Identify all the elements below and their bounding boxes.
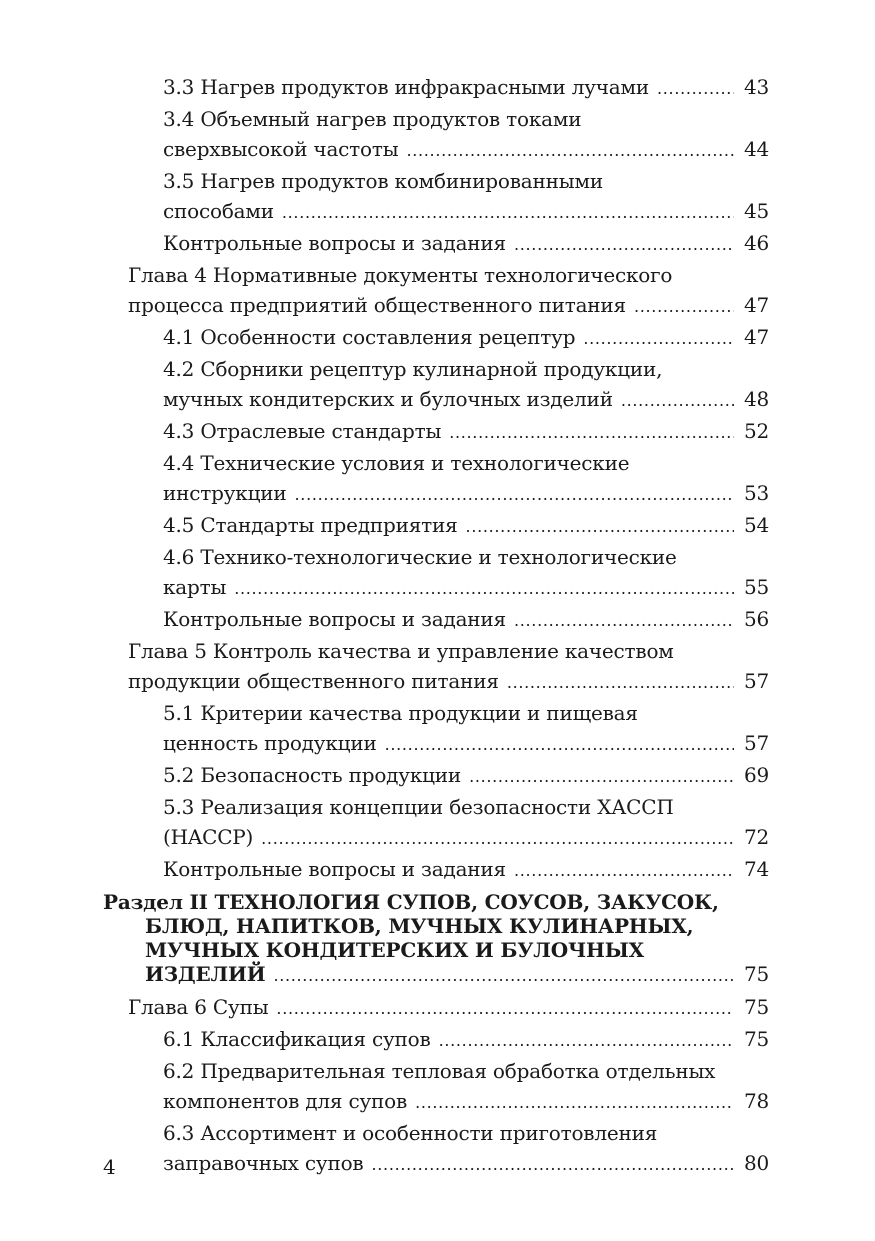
toc-entry-line: [163, 196, 769, 228]
toc-entry-line: [163, 822, 769, 854]
toc-entry-line: [128, 992, 769, 1024]
toc-entry-line: [163, 166, 769, 196]
toc-page-number: 57: [743, 669, 769, 693]
toc-entry-title: сверхвысокой частоты: [163, 137, 399, 161]
toc-entry-title: 3.5 Нагрев продуктов комбинированными: [163, 169, 603, 193]
dot-leader: [234, 572, 734, 604]
toc-page-number: 54: [743, 513, 769, 537]
toc-page-number: 56: [743, 607, 769, 631]
toc-entry-line: [163, 728, 769, 760]
toc-entry: [103, 890, 769, 988]
toc-page-number: 72: [743, 825, 769, 849]
toc-entry-line: [163, 760, 769, 792]
toc-entry: [163, 698, 769, 760]
toc-entry-line: [163, 698, 769, 728]
dot-leader: [282, 196, 734, 228]
toc-entry: [163, 72, 769, 104]
toc-entry: [163, 354, 769, 416]
toc-entry-title: компонентов для супов: [163, 1089, 408, 1113]
toc-page-number: 55: [743, 575, 769, 599]
toc-entry-line: [163, 854, 769, 886]
toc-entry: [163, 416, 769, 448]
toc-page-number: 75: [743, 1027, 769, 1051]
toc-entry-line: [128, 636, 769, 666]
toc-page-number: 74: [743, 857, 769, 881]
toc-entry-title: 3.4 Объемный нагрев продуктов токами: [163, 107, 582, 131]
toc-entry-line: [163, 1056, 769, 1086]
toc-entry-title: 4.6 Технико-технологические и технологические: [163, 545, 677, 569]
toc-entry-title: ИЗДЕЛИЙ: [145, 962, 266, 986]
toc-entry-title: 6.1 Классификация супов: [163, 1027, 431, 1051]
toc-entry: [163, 1024, 769, 1056]
dot-leader: [439, 1024, 734, 1056]
toc-page-number: 75: [743, 995, 769, 1019]
toc-page-number: 46: [743, 231, 769, 255]
toc-entry-title: 4.4 Технические условия и технологические: [163, 451, 630, 475]
toc-entry-line: [128, 260, 769, 290]
toc-page-number: 80: [743, 1151, 769, 1175]
toc-entry: [128, 260, 769, 322]
toc-entry-title: БЛЮД, НАПИТКОВ, МУЧНЫХ КУЛИНАРНЫХ,: [145, 914, 694, 938]
dot-leader: [514, 854, 734, 886]
table-of-contents: [0, 72, 875, 1180]
dot-leader: [657, 72, 734, 104]
toc-entry-title: Глава 4 Нормативные документы технологического: [128, 263, 673, 287]
toc-entry: [163, 604, 769, 636]
toc-page-number: 43: [743, 75, 769, 99]
dot-leader: [449, 416, 734, 448]
toc-entry-title: ценность продукции: [163, 731, 377, 755]
page-number: 4: [103, 1155, 116, 1179]
toc-entry-title: 5.3 Реализация концепции безопасности ХАССП: [163, 795, 674, 819]
toc-entry-title: Раздел II ТЕХНОЛОГИЯ СУПОВ, СОУСОВ, ЗАКУСОК,: [103, 890, 719, 914]
toc-entry-line: [163, 510, 769, 542]
dot-leader: [507, 666, 734, 698]
toc-entry-title: мучных кондитерских и булочных изделий: [163, 387, 613, 411]
toc-entry-line: [163, 104, 769, 134]
toc-entry: [128, 636, 769, 698]
toc-entry-line: [163, 322, 769, 354]
toc-entry-title: Контрольные вопросы и задания: [163, 231, 506, 255]
dot-leader: [634, 290, 734, 322]
toc-entry-line: [163, 448, 769, 478]
toc-entry-line: [163, 354, 769, 384]
toc-page-number: 47: [743, 293, 769, 317]
toc-entry: [163, 510, 769, 542]
dot-leader: [415, 1086, 734, 1118]
dot-leader: [406, 134, 733, 166]
toc-entry-line: [163, 1086, 769, 1118]
toc-entry-line: [163, 384, 769, 416]
toc-entry-title: 3.3 Нагрев продуктов инфракрасными лучами: [163, 75, 650, 99]
toc-page-number: 75: [743, 962, 769, 986]
toc-entry-title: процесса предприятий общественного питания: [128, 293, 626, 317]
toc-entry: [163, 1056, 769, 1118]
toc-entry-title: продукции общественного питания: [128, 669, 499, 693]
toc-entry-title: 4.3 Отраслевые стандарты: [163, 419, 442, 443]
toc-entry: [163, 322, 769, 354]
toc-entry-line: [128, 666, 769, 698]
toc-entry-title: 4.1 Особенности составления рецептур: [163, 325, 576, 349]
toc-entry-title: способами: [163, 199, 274, 223]
toc-entry-line: [163, 478, 769, 510]
toc-entry-title: 4.2 Сборники рецептур кулинарной продукции,: [163, 357, 663, 381]
toc-entry: [163, 1118, 769, 1180]
dot-leader: [276, 992, 734, 1024]
toc-entry-line: [163, 572, 769, 604]
toc-entry-line: [163, 792, 769, 822]
toc-entry-line: [128, 290, 769, 322]
dot-leader: [621, 384, 734, 416]
toc-entry-line: [163, 416, 769, 448]
dot-leader: [273, 962, 734, 988]
dot-leader: [385, 728, 734, 760]
dot-leader: [514, 228, 734, 260]
toc-entry: [163, 228, 769, 260]
toc-entry: [163, 854, 769, 886]
toc-entry-line: [103, 938, 769, 962]
toc-entry-title: МУЧНЫХ КОНДИТЕРСКИХ И БУЛОЧНЫХ: [145, 938, 644, 962]
dot-leader: [583, 322, 734, 354]
toc-entry-title: карты: [163, 575, 227, 599]
dot-leader: [466, 510, 734, 542]
dot-leader: [295, 478, 734, 510]
toc-entry-title: 6.2 Предварительная тепловая обработка отдельных: [163, 1059, 716, 1083]
toc-entry: [163, 448, 769, 510]
toc-entry-line: [163, 1118, 769, 1148]
toc-entry-line: [103, 914, 769, 938]
toc-entry: [163, 760, 769, 792]
toc-entry-title: Глава 5 Контроль качества и управление качеством: [128, 639, 674, 663]
toc-entry: [163, 104, 769, 166]
toc-entry-line: [103, 890, 769, 914]
toc-entry: [163, 166, 769, 228]
toc-entry-title: заправочных супов: [163, 1151, 364, 1175]
toc-entry-line: [163, 542, 769, 572]
toc-entry-title: 5.2 Безопасность продукции: [163, 763, 462, 787]
toc-entry-line: [163, 72, 769, 104]
toc-page-number: 48: [743, 387, 769, 411]
toc-entry-line: [163, 1024, 769, 1056]
toc-entry-title: 5.1 Критерии качества продукции и пищевая: [163, 701, 638, 725]
toc-entry: [128, 992, 769, 1024]
toc-entry-title: 4.5 Стандарты предприятия: [163, 513, 458, 537]
toc-entry-line: [163, 1148, 769, 1180]
toc-page-number: 69: [743, 763, 769, 787]
toc-entry-line: [103, 962, 769, 988]
toc-entry-title: Глава 6 Супы: [128, 995, 269, 1019]
toc-entry-line: [163, 134, 769, 166]
dot-leader: [372, 1148, 734, 1180]
dot-leader: [514, 604, 734, 636]
toc-entry: [163, 542, 769, 604]
toc-page-number: 53: [743, 481, 769, 505]
toc-page-number: 45: [743, 199, 769, 223]
toc-page-number: 52: [743, 419, 769, 443]
toc-entry-title: 6.3 Ассортимент и особенности приготовления: [163, 1121, 658, 1145]
toc-page-number: 47: [743, 325, 769, 349]
toc-entry-title: Контрольные вопросы и задания: [163, 607, 506, 631]
dot-leader: [261, 822, 734, 854]
toc-entry-line: [163, 604, 769, 636]
toc-entry-title: инструкции: [163, 481, 287, 505]
dot-leader: [469, 760, 734, 792]
toc-entry-title: Контрольные вопросы и задания: [163, 857, 506, 881]
toc-page-number: 57: [743, 731, 769, 755]
toc-page-number: 78: [743, 1089, 769, 1113]
toc-page-number: 44: [743, 137, 769, 161]
toc-entry: [163, 792, 769, 854]
toc-entry-line: [163, 228, 769, 260]
toc-entry-title: (HACCP): [163, 825, 254, 849]
